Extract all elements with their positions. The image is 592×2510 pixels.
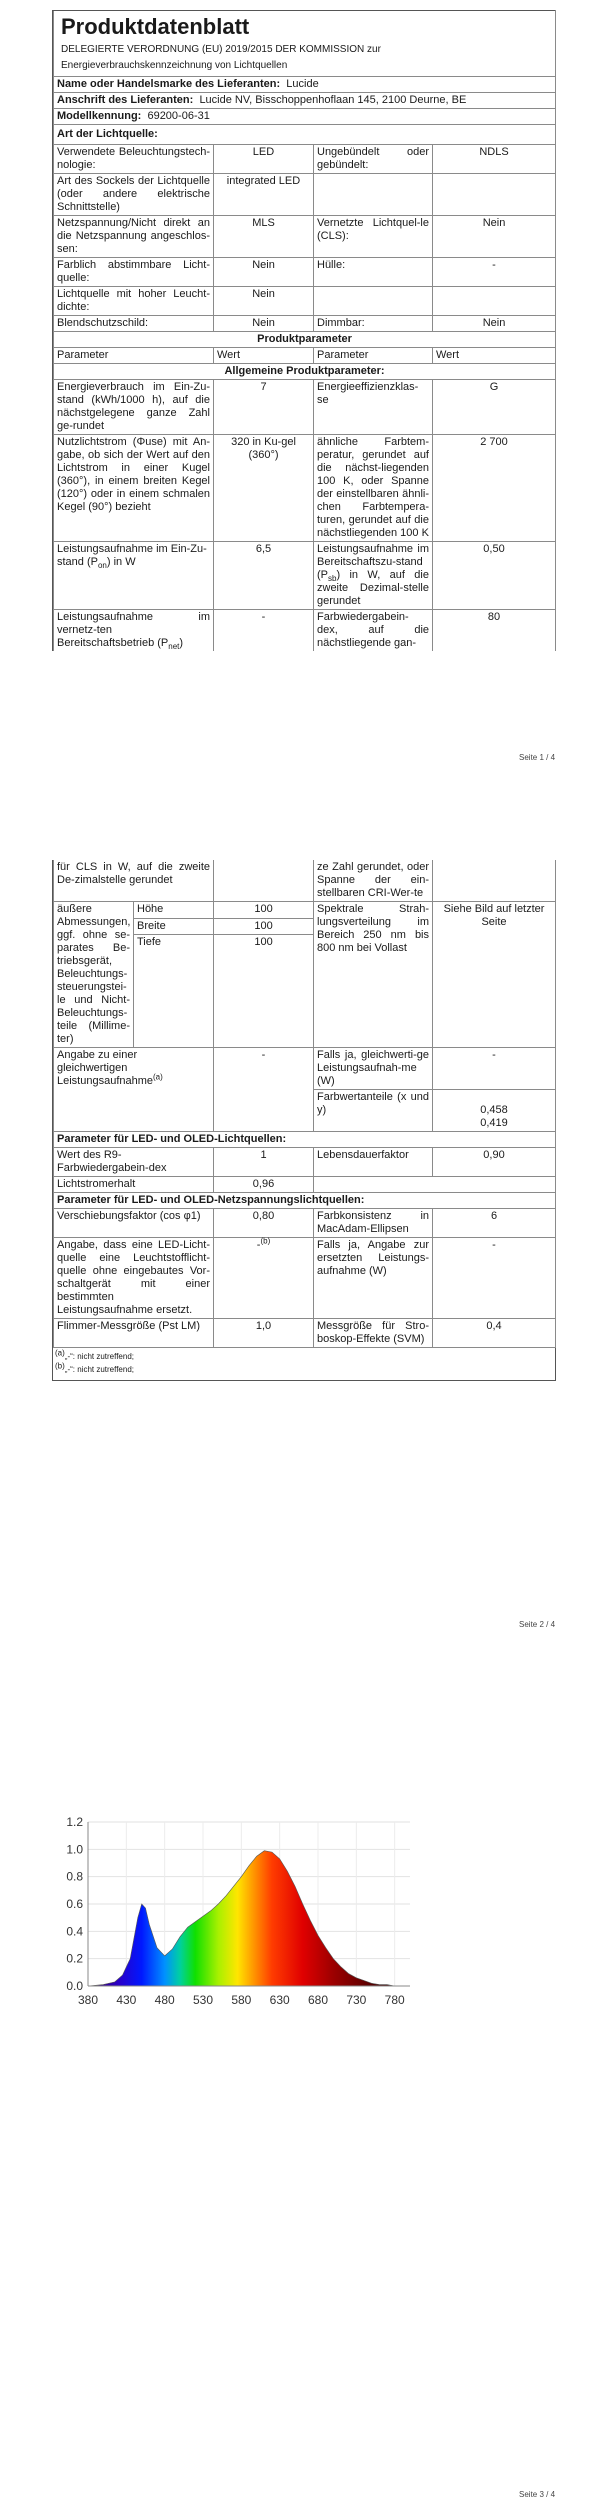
standby-power-unit: ) in W, auf die zweite Dezimal-stelle gerundet (317, 569, 429, 607)
replacement-claim-label: Angabe, dass eine LED-Licht-quelle eine Leuchtstofflicht-quelle ohne eingebautes Vor-schaltgerät mit einer bestimmten Leistungsaufnahme ersetzt. (54, 1238, 214, 1319)
macadam-label: Farbkonsistenz in MacAdam-Ellipsen (314, 1209, 433, 1238)
on-mode-power-value: 6,5 (214, 542, 314, 610)
luminous-flux-label: Nutzlichtstrom (Φuse) mit An-gabe, ob sich der Wert auf den Lichtstrom in einer Kugel (360°), in einem breiten Kegel (120°) oder in einem schmalen Kegel (90°) bezieht (54, 435, 214, 542)
general-parameters-heading: Allgemeine Produktparameter: (54, 364, 556, 380)
on-mode-power-unit: ) in W (106, 556, 136, 568)
stroboscopic-value: 0,4 (433, 1319, 556, 1348)
tunable-value: Nein (214, 258, 314, 287)
empty-cell (314, 1177, 556, 1193)
y-tick-label: 1.2 (66, 1815, 83, 1829)
y-tick-label: 0.2 (66, 1951, 83, 1966)
dimension-depth-label: Tiefe (134, 935, 214, 1048)
table-row (54, 860, 556, 902)
table-row (54, 1319, 556, 1348)
regulation-line-2: Energieverbrauchskennzeichnung von Lichtquellen (61, 60, 288, 71)
table-row (54, 610, 556, 652)
empty-cell (433, 287, 556, 316)
supplier-address-row (54, 93, 556, 109)
footnote-b-mark: (b) (55, 1361, 65, 1371)
product-parameters-heading: Produktparameter (54, 332, 556, 348)
table-row (54, 380, 556, 435)
high-luminance-label: Lichtquelle mit hoher Leucht-dichte: (54, 287, 214, 316)
energy-class-value: G (433, 380, 556, 435)
equivalent-power-label (54, 1048, 214, 1132)
supplier-address-value: Lucide NV, Bisschoppenhoflaan 145, 2100 Deurne, BE (199, 94, 467, 106)
technology-value: LED (214, 145, 314, 174)
footnote-b-text: „-“: nicht zutreffend; (64, 1365, 134, 1374)
macadam-value: 6 (433, 1209, 556, 1238)
page-number-1: Seite 1 / 4 (519, 753, 556, 762)
stroboscopic-label: Messgröße für Stro-boskop-Effekte (SVM) (314, 1319, 433, 1348)
dimension-height-label: Höhe (134, 902, 214, 919)
page-number-2: Seite 2 / 4 (519, 1620, 556, 1629)
dimmable-value: Nein (433, 316, 556, 332)
networked-standby-value: - (214, 610, 314, 652)
table-row (54, 258, 556, 287)
chromaticity-values (433, 1090, 556, 1132)
chromaticity-label: Farbwertanteile (x und y) (314, 1090, 433, 1132)
on-mode-subscript: on (97, 561, 107, 571)
standby-power-value: 0,50 (433, 542, 556, 610)
energy-consumption-value: 7 (214, 380, 314, 435)
equivalent-power-w-label: Falls ja, gleichwerti-ge Leistungsaufnah-me (W) (314, 1048, 433, 1090)
anti-glare-value: Nein (214, 316, 314, 332)
page-3 (0, 1755, 592, 2510)
replaced-power-value: - (433, 1238, 556, 1319)
supplier-address-label: Anschrift des Lieferanten: (57, 94, 194, 106)
standby-power-label (314, 542, 433, 610)
cls-value: Nein (433, 216, 556, 258)
technology-label: Verwendete Beleuchtungstech-nologie: (54, 145, 214, 174)
cct-label: ähnliche Farbtem-peratur, gerundet auf die nächst-liegenden 100 K, oder Spanne der einstellbaren ähnli-chen Farbtempera-turen, gerundet auf die nächstliegenden 100 K (314, 435, 433, 542)
cap-type-value: integrated LED (214, 174, 314, 216)
tunable-label: Farblich abstimmbare Licht-quelle: (54, 258, 214, 287)
y-tick-label: 0.8 (66, 1869, 83, 1884)
empty-cell (433, 860, 556, 902)
flicker-label: Flimmer-Messgröße (Pst LM) (54, 1319, 214, 1348)
luminous-flux-value: 320 in Ku-gel (360°) (214, 435, 314, 542)
datasheet-table-1 (53, 10, 556, 651)
networked-standby-label (54, 610, 214, 652)
replaced-power-label: Falls ja, Angabe zur ersetzten Leistungs-aufnahme (W) (314, 1238, 433, 1319)
datasheet-page-1 (52, 10, 556, 651)
lumen-maintenance-value: 0,96 (214, 1177, 314, 1193)
directional-value: NDLS (433, 145, 556, 174)
high-luminance-value: Nein (214, 287, 314, 316)
table-row (54, 902, 556, 919)
envelope-value: - (433, 258, 556, 287)
table-row (54, 316, 556, 332)
spectral-distribution-label: Spektrale Strah-lungsverteilung im Bereich 250 nm bis 800 nm bei Vollast (314, 902, 433, 1048)
dimension-depth-value: 100 (214, 935, 314, 1048)
table-row (54, 1048, 556, 1090)
x-tick-label: 630 (269, 1993, 290, 2007)
supplier-name-value: Lucide (286, 78, 319, 90)
equivalent-power-w-value: - (433, 1048, 556, 1090)
table-row (54, 1238, 556, 1319)
table-row (54, 287, 556, 316)
page-2 (0, 860, 592, 1640)
survival-factor-value: 0,90 (433, 1148, 556, 1177)
x-tick-label: 780 (384, 1993, 405, 2007)
table-row (54, 174, 556, 216)
dimmable-label: Dimmbar: (314, 316, 433, 332)
networked-standby-close: ) (179, 637, 184, 649)
r9-label: Wert des R9-Farbwiedergabein-dex (54, 1148, 214, 1177)
empty-cell (433, 174, 556, 216)
mains-label: Netzspannung/Nicht direkt an die Netzspannung angeschlos-sen: (54, 216, 214, 258)
header-parameter: Parameter (54, 348, 214, 364)
replacement-claim-dash: - (256, 1239, 261, 1251)
replacement-claim-value (214, 1238, 314, 1319)
regulation-line-1: DELEGIERTE VERORDNUNG (EU) 2019/2015 DER KOMMISSION zur (61, 44, 381, 55)
networked-standby-continued: für CLS in W, auf die zweite De-zimalstelle gerundet (54, 860, 214, 902)
y-tick-label: 0.4 (66, 1924, 83, 1939)
anti-glare-label: Blendschutzschild: (54, 316, 214, 332)
cri-value: 80 (433, 610, 556, 652)
energy-class-label: Energieeffizienzklas-se (314, 380, 433, 435)
y-tick-label: 0.0 (66, 1979, 83, 1993)
cri-continued: ze Zahl gerundet, oder Spanne der ein-stellbaren CRI-Wer-te (314, 860, 433, 902)
energy-consumption-label: Energieverbrauch im Ein-Zu-stand (kWh/1000 h), auf die nächstgelegene ganze Zahl ge-rundet (54, 380, 214, 435)
light-source-type-label: Art der Lichtquelle: (54, 125, 556, 145)
supplier-name-label: Name oder Handelsmarke des Lieferanten: (57, 78, 281, 90)
page-1 (0, 0, 592, 770)
r9-value: 1 (214, 1148, 314, 1177)
table-row (54, 542, 556, 610)
survival-factor-label: Lebensdauerfaktor (314, 1148, 433, 1177)
cri-label: Farbwiedergabein-dex, auf die nächstliegende gan- (314, 610, 433, 652)
header-parameter: Parameter (314, 348, 433, 364)
table-row (54, 216, 556, 258)
x-tick-label: 730 (346, 1993, 367, 2007)
table-row (54, 1177, 556, 1193)
page-number-3: Seite 3 / 4 (519, 2490, 556, 2499)
empty-cell (214, 860, 314, 902)
power-factor-value: 0,80 (214, 1209, 314, 1238)
empty-cell (314, 174, 433, 216)
equivalent-power-value: - (214, 1048, 314, 1132)
lumen-maintenance-label: Lichtstromerhalt (54, 1177, 214, 1193)
footnote-b (53, 1363, 555, 1380)
dimension-height-value: 100 (214, 902, 314, 919)
spectral-distribution-value: Siehe Bild auf letzter Seite (433, 902, 556, 1048)
led-parameters-heading: Parameter für LED- und OLED-Lichtquellen: (54, 1132, 556, 1148)
networked-standby-text: Leistungsaufnahme im vernetz-ten Bereitschaftsbetrieb (P (57, 611, 210, 649)
x-tick-label: 530 (192, 1993, 214, 2007)
dimensions-label: äußere Abmessungen, ggf. ohne se-parates Be-triebsgerät, Beleuchtungs-steuerungstei-le und Nicht-Beleuchtungs-teile (Millime-ter) (54, 902, 134, 1048)
model-label: Modellkennung: (57, 110, 142, 122)
table-row (54, 435, 556, 542)
datasheet-page-2 (52, 860, 556, 1381)
table-row (54, 145, 556, 174)
page-title: Produktdatenblatt (61, 14, 250, 39)
cls-label: Vernetzte Lichtquel-le (CLS): (314, 216, 433, 258)
chromaticity-x: 0,458 (480, 1104, 508, 1116)
on-mode-power-label (54, 542, 214, 610)
cap-type-label: Art des Sockels der Lichtquelle (oder andere elektrische Schnittstelle) (54, 174, 214, 216)
flicker-value: 1,0 (214, 1319, 314, 1348)
footnote-a (53, 1348, 555, 1363)
on-mode-power-text: Leistungsaufnahme im Ein-Zu-stand (P (57, 543, 207, 568)
x-tick-label: 430 (116, 1993, 137, 2007)
x-tick-label: 380 (77, 1993, 99, 2007)
footnote-a-mark: (a) (55, 1348, 65, 1358)
datasheet-table-2 (53, 860, 556, 1348)
footnote-a-text: „-“: nicht zutreffend; (64, 1352, 134, 1361)
model-value: 69200-06-31 (147, 110, 210, 122)
mains-value: MLS (214, 216, 314, 258)
directional-label: Ungebündelt oder gebündelt: (314, 145, 433, 174)
chromaticity-y: 0,419 (480, 1117, 508, 1129)
header-value: Wert (433, 348, 556, 364)
mains-led-parameters-heading: Parameter für LED- und OLED-Netzspannungslichtquellen: (54, 1193, 556, 1209)
envelope-label: Hülle: (314, 258, 433, 287)
empty-cell (314, 287, 433, 316)
footnote-a-marker: (a) (153, 1072, 163, 1082)
networked-subscript: net (168, 642, 180, 652)
model-row (54, 109, 556, 125)
dimension-width-value: 100 (214, 918, 314, 935)
footnote-b-marker: (b) (260, 1236, 271, 1246)
spectral-distribution-chart (0, 1810, 592, 2070)
supplier-name-row (54, 77, 556, 93)
cct-value: 2 700 (433, 435, 556, 542)
x-tick-label: 580 (231, 1993, 252, 2007)
y-tick-label: 1.0 (66, 1842, 83, 1857)
x-tick-label: 480 (154, 1993, 175, 2007)
header-value: Wert (214, 348, 314, 364)
equivalent-power-text: Angabe zu einer gleichwertigen Leistungsaufnahme (57, 1049, 154, 1087)
power-factor-label: Verschiebungsfaktor (cos φ1) (54, 1209, 214, 1238)
table-row (54, 1209, 556, 1238)
dimension-width-label: Breite (134, 918, 214, 935)
y-tick-label: 0.6 (66, 1897, 83, 1911)
standby-subscript: sb (328, 574, 337, 584)
standby-power-text: Leistungsaufnahme im Bereitschaftszu-stand (P (317, 543, 429, 581)
table-row (54, 1148, 556, 1177)
x-tick-label: 680 (307, 1993, 329, 2007)
